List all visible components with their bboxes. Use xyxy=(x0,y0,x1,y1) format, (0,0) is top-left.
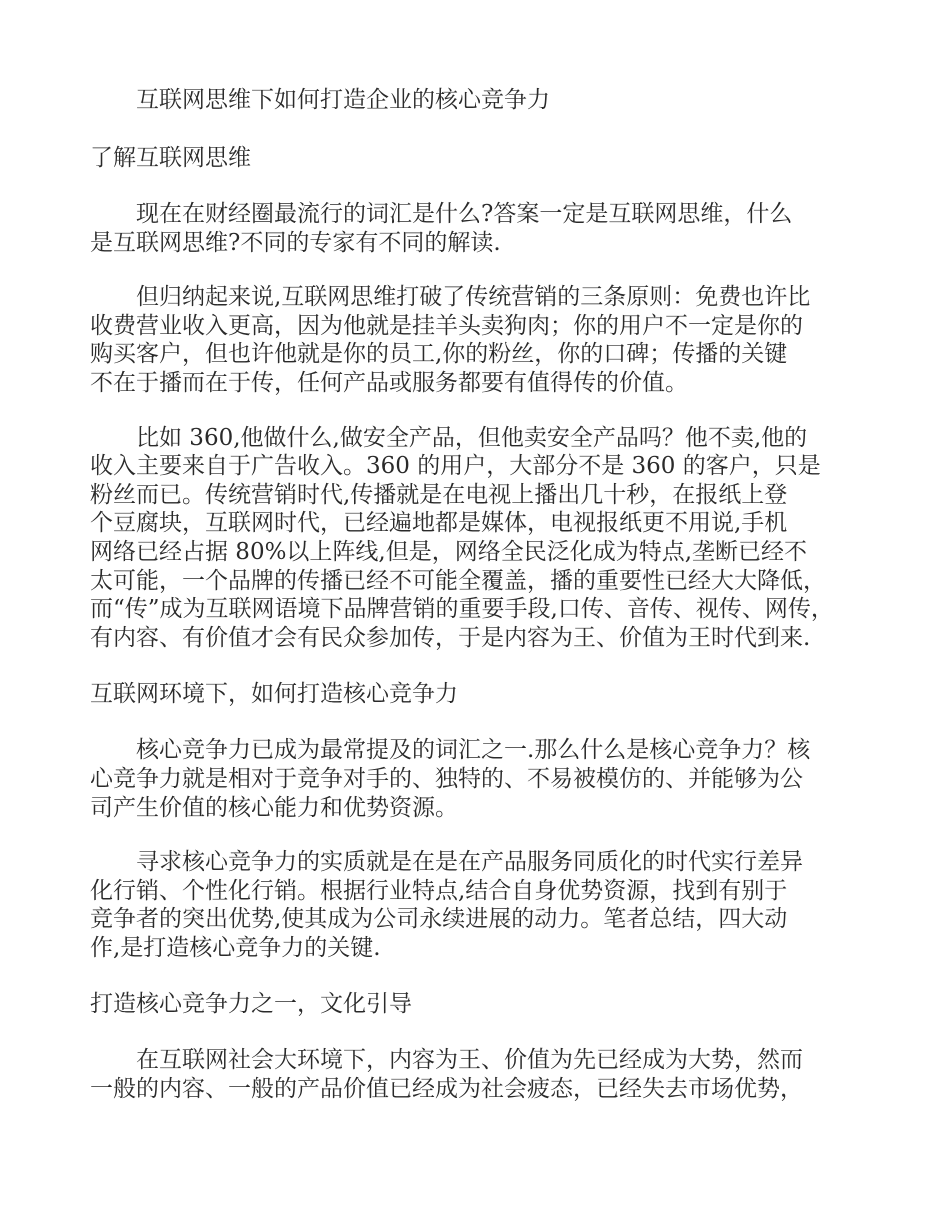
paragraph xyxy=(90,200,870,257)
paragraph xyxy=(90,848,870,962)
document-title: 互联网思维下如何打造企业的核心竞争力 xyxy=(136,87,550,113)
paragraph-line: 心竞争力就是相对于竞争对手的、独特的、不易被模仿的、并能够为公 xyxy=(90,765,803,792)
paragraph-line: 一般的内容、一般的产品价值已经成为社会疲态，已经失去市场优势， xyxy=(90,1076,803,1103)
paragraph-line: 比如 360,他做什么,做安全产品，但他卖安全产品吗？他不卖,他的 xyxy=(136,424,808,451)
paragraph-line: 太可能，一个品牌的传播已经不可能全覆盖，播的重要性已经大大降低， xyxy=(90,567,826,594)
paragraph-line: 而“传”成为互联网语境下品牌营销的重要手段,口传、音传、视传、网传， xyxy=(90,596,834,623)
paragraph-line: 但归纳起来说,互联网思维打破了传统营销的三条原则：免费也许比 xyxy=(136,284,811,311)
paragraph-line: 现在在财经圈最流行的词汇是什么?答案一定是互联网思维，什么 xyxy=(136,201,793,227)
paragraph-line: 收入主要来自于广告收入。360 的用户，大部分不是 360 的客户，只是 xyxy=(90,453,821,480)
section-heading: 了解互联网思维 xyxy=(90,145,251,171)
paragraph-line: 竞争者的突出优势,使其成为公司永续进展的动力。笔者总结，四大动 xyxy=(90,906,788,933)
paragraph-line: 不在于播而在于传，任何产品或服务都要有值得传的价值。 xyxy=(90,369,688,396)
paragraph-line: 司产生价值的核心能力和优势资源。 xyxy=(90,794,458,821)
paragraph-line: 有内容、有价值才会有民众参加传，于是内容为王、价值为王时代到来. xyxy=(90,624,811,651)
paragraph-line: 是互联网思维?不同的专家有不同的解读. xyxy=(90,229,501,256)
paragraph xyxy=(90,736,870,822)
paragraph-line: 网络已经占据 80%以上阵线,但是，网络全民泛化成为特点,垄断已经不 xyxy=(90,538,808,565)
paragraph-line: 个豆腐块，互联网时代，已经遍地都是媒体，电视报纸更不用说,手机 xyxy=(90,510,788,537)
paragraph-line: 在互联网社会大环境下，内容为王、价值为先已经成为大势，然而 xyxy=(136,1047,803,1074)
paragraph-line: 作,是打造核心竞争力的关键. xyxy=(90,934,381,961)
paragraph-line: 购买客户，但也许他就是你的员工,你的粉丝，你的口碑；传播的关键 xyxy=(90,341,788,368)
paragraph xyxy=(90,283,870,397)
paragraph-line: 收费营业收入更高，因为他就是挂羊头卖狗肉；你的用户不一定是你的 xyxy=(90,312,803,339)
paragraph-line: 粉丝而已。传统营销时代,传播就是在电视上播出几十秒，在报纸上登 xyxy=(90,481,788,508)
paragraph-line: 化行销、个性化行销。根据行业特点,结合自身优势资源，找到有别于 xyxy=(90,877,788,904)
section-heading: 互联网环境下，如何打造核心竞争力 xyxy=(90,681,458,708)
paragraph xyxy=(90,1046,870,1103)
document-page xyxy=(90,84,870,1130)
section-heading: 打造核心竞争力之一，文化引导 xyxy=(90,991,412,1018)
paragraph xyxy=(90,424,870,653)
paragraph-line: 核心竞争力已成为最常提及的词汇之一.那么什么是核心竞争力？核 xyxy=(136,737,811,764)
paragraph-line: 寻求核心竞争力的实质就是在是在产品服务同质化的时代实行差异 xyxy=(136,849,803,876)
